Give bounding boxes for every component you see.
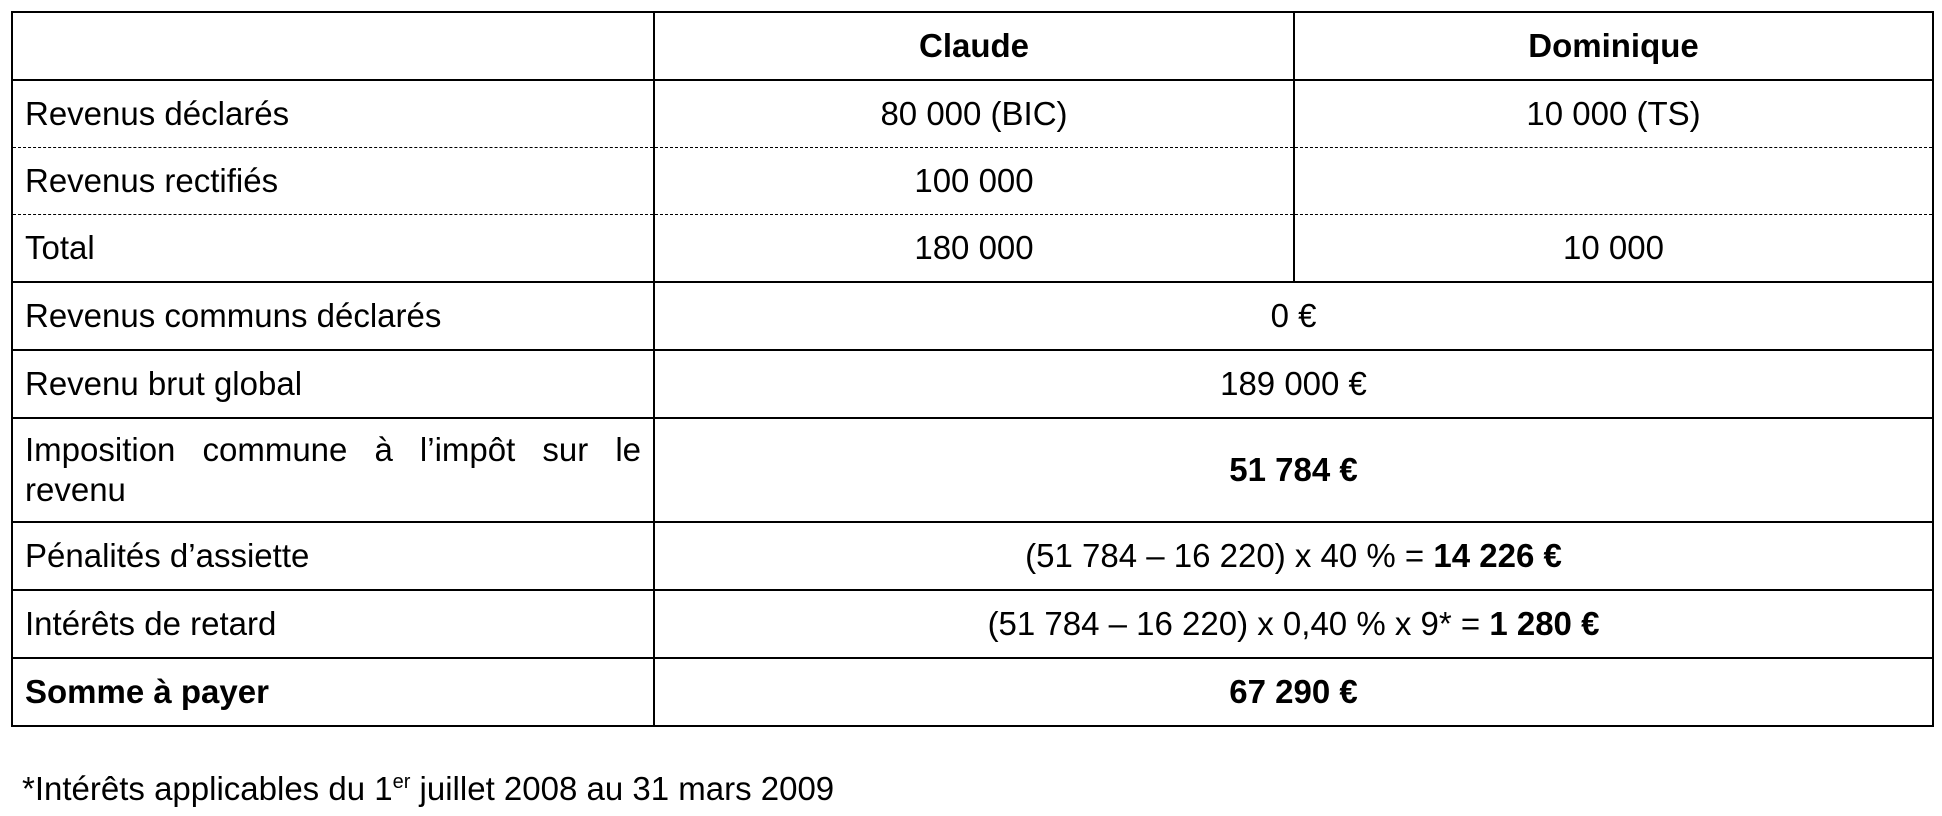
merged-value: 67 290 € — [654, 658, 1933, 726]
claude-value: 180 000 — [654, 215, 1294, 283]
formula-result: 1 280 € — [1489, 605, 1600, 642]
row-label: Revenus communs déclarés — [12, 282, 654, 350]
row-total — [12, 215, 1933, 283]
merged-value: 0 € — [654, 282, 1933, 350]
merged-value: 189 000 € — [654, 350, 1933, 418]
row-revenus-rectifies — [12, 148, 1933, 215]
merged-value: 51 784 € — [654, 418, 1933, 522]
dominique-value — [1294, 148, 1933, 215]
header-dominique: Dominique — [1294, 12, 1933, 80]
row-revenus-communs — [12, 282, 1933, 350]
dominique-value: 10 000 (TS) — [1294, 80, 1933, 148]
claude-value: 100 000 — [654, 148, 1294, 215]
row-interets-retard — [12, 590, 1933, 658]
formula-result: 14 226 € — [1433, 537, 1562, 574]
row-revenu-brut-global — [12, 350, 1933, 418]
dominique-value: 10 000 — [1294, 215, 1933, 283]
header-claude: Claude — [654, 12, 1294, 80]
formula-cell — [654, 522, 1933, 590]
row-label: Imposition commune à l’impôt sur le revenu — [12, 418, 654, 522]
row-label: Revenus déclarés — [12, 80, 654, 148]
header-row — [12, 12, 1933, 80]
header-empty-cell — [12, 12, 654, 80]
formula-text: (51 784 – 16 220) x 0,40 % x 9* = — [987, 605, 1490, 642]
claude-value: 80 000 (BIC) — [654, 80, 1294, 148]
row-penalites-assiette — [12, 522, 1933, 590]
row-label: Intérêts de retard — [12, 590, 654, 658]
formula-cell — [654, 590, 1933, 658]
row-revenus-declares — [12, 80, 1933, 148]
footnote-text-start: *Intérêts applicables du 1 — [22, 770, 393, 807]
row-label: Total — [12, 215, 654, 283]
formula-text: (51 784 – 16 220) x 40 % = — [1025, 537, 1434, 574]
row-somme-a-payer — [12, 658, 1933, 726]
footnote-text-end: juillet 2008 au 31 mars 2009 — [410, 770, 835, 807]
row-label: Pénalités d’assiette — [12, 522, 654, 590]
footnote — [22, 770, 834, 808]
row-label: Revenus rectifiés — [12, 148, 654, 215]
row-imposition-commune — [12, 418, 1933, 522]
row-label: Revenu brut global — [12, 350, 654, 418]
footnote-superscript: er — [392, 771, 411, 793]
tax-calculation-table — [11, 11, 1934, 727]
row-label: Somme à payer — [12, 658, 654, 726]
